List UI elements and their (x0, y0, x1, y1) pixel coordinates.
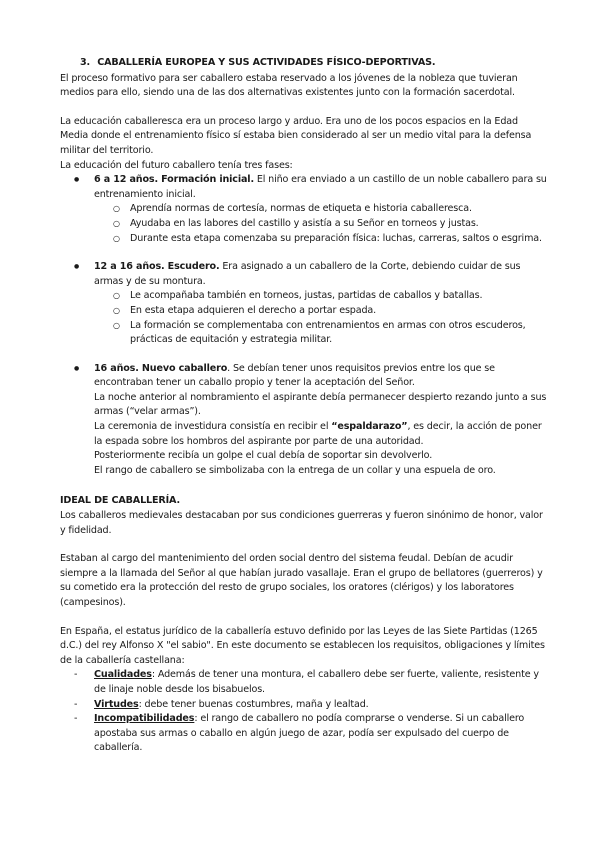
requirement-text: : Además de tener una montura, el caballero debe ser fuerte, valiente, resistente y de linaje noble desde los bisabuelos. (94, 669, 539, 695)
requirement-label: Cualidades (94, 669, 152, 681)
phase-line-part: La ceremonia de investidura consistía en recibir el (94, 421, 332, 433)
education-paragraph: La educación caballeresca era un proceso largo y arduo. Era uno de los pocos espacios en la Edad Media donde el entrenamiento físico sí estaba bien considerado al ser un medio vital para la defensa militar del territorio. (60, 115, 532, 156)
ideal-heading: IDEAL DE CABALLERÍA. (60, 495, 181, 507)
espaldarazo-term: “espaldarazo” (331, 421, 408, 433)
list-item (94, 712, 548, 756)
phase-line: La noche anterior al nombramiento el aspirante debía permanecer despierto rezando junto a sus armas (“velar armas”). (94, 391, 547, 418)
phase-label: 12 a 16 años. Escudero. (94, 261, 220, 273)
phase-sublist (94, 289, 548, 347)
phase-line-part: , es decir, la acción de poner la espada sobre los hombros del aspirante por parte de una autoridad. (94, 421, 542, 447)
list-item: ○ Ayudaba en las labores del castillo y asistía a su Señor en torneos y justas. (130, 217, 548, 232)
phase-label: 6 a 12 años. Formación inicial. (94, 174, 254, 186)
ideal-paragraph: Estaban al cargo del mantenimiento del orden social dentro del sistema feudal. Debían de acudir siempre a la llamada del Señor al que habían jurado vasallaje. Eran el grupo de bellatores (guerreros) y su cometido era la protección del resto de grupo sociales, los oratores (clérigos) y los laboratores (campesinos). (60, 553, 543, 608)
phase-line: Posteriormente recibía un golpe el cual debía de soportar sin devolverlo. (94, 450, 433, 462)
requirement-label: Incompatibilidades (94, 713, 195, 725)
phase-label: 16 años. Nuevo caballero (94, 362, 228, 374)
list-item: ○ Durante esta etapa comenzaba su preparación física: luchas, carreras, saltos o esgrima. (130, 232, 548, 247)
requirement-label: Virtudes (94, 698, 139, 710)
phase-text: Era asignado a un caballero de la Corte, debiendo cuidar de sus armas y de su montura. (94, 261, 521, 287)
phase-item (94, 362, 548, 479)
phase-text: . Se debían tener unos requisitos previos entre los que se encontraban tener un caballo propio y tener la aceptación del Señor. (94, 362, 495, 389)
list-item: ○ La formación se complementaba con entrenamientos en armas con otros escuderos, prácticas de equitación y estrategia militar. (130, 319, 548, 348)
requirement-text: : debe tener buenas costumbres, maña y lealtad. (138, 698, 369, 710)
list-item (94, 698, 548, 713)
section-title: CABALLERÍA EUROPEA Y SUS ACTIVIDADES FÍSICO-DEPORTIVAS. (97, 57, 436, 68)
list-item: ○ En esta etapa adquieren el derecho a portar espada. (130, 304, 548, 319)
phases-intro: La educación del futuro caballero tenía tres fases: (60, 159, 293, 171)
section-heading (60, 56, 548, 71)
phase-item (94, 260, 548, 348)
list-item: ○ Le acompañaba también en torneos, justas, partidas de caballos y batallas. (130, 289, 548, 304)
requirements-list (60, 668, 548, 756)
phase-item (94, 173, 548, 246)
ideal-paragraph: Los caballeros medievales destacaban por sus condiciones guerreras y fueron sinónimo de honor, valor y fidelidad. (60, 510, 543, 536)
ideal-paragraph: En España, el estatus jurídico de la caballería estuvo definido por las Leyes de las Siete Partidas (1265 d.C.) del rey Alfonso X "el sabio". En este documento se establecen los requisitos, obligaciones y límites de la caballería castellana: (60, 625, 545, 666)
list-item: ○ Aprendía normas de cortesía, normas de etiqueta e historia caballeresca. (130, 202, 548, 217)
phase-sublist (94, 202, 548, 246)
phase-line: El rango de caballero se simbolizaba con la entrega de un collar y una espuela de oro. (94, 464, 496, 476)
intro-paragraph: El proceso formativo para ser caballero estaba reservado a los jóvenes de la nobleza que tuvieran medios para ello, siendo una de las dos alternativas existentes junto con la formación sacerdotal. (60, 72, 518, 99)
phases-list (60, 173, 548, 478)
list-item (94, 668, 548, 697)
requirement-text: : el rango de caballero no podía comprarse o venderse. Si un caballero apostaba sus armas o caballo en algún juego de azar, podía ser expulsado del cuerpo de caballería. (94, 713, 525, 754)
phase-text: El niño era enviado a un castillo de un noble caballero para su entrenamiento inicial. (94, 174, 547, 200)
phase-line (94, 420, 548, 449)
section-number: 3. (80, 57, 91, 68)
